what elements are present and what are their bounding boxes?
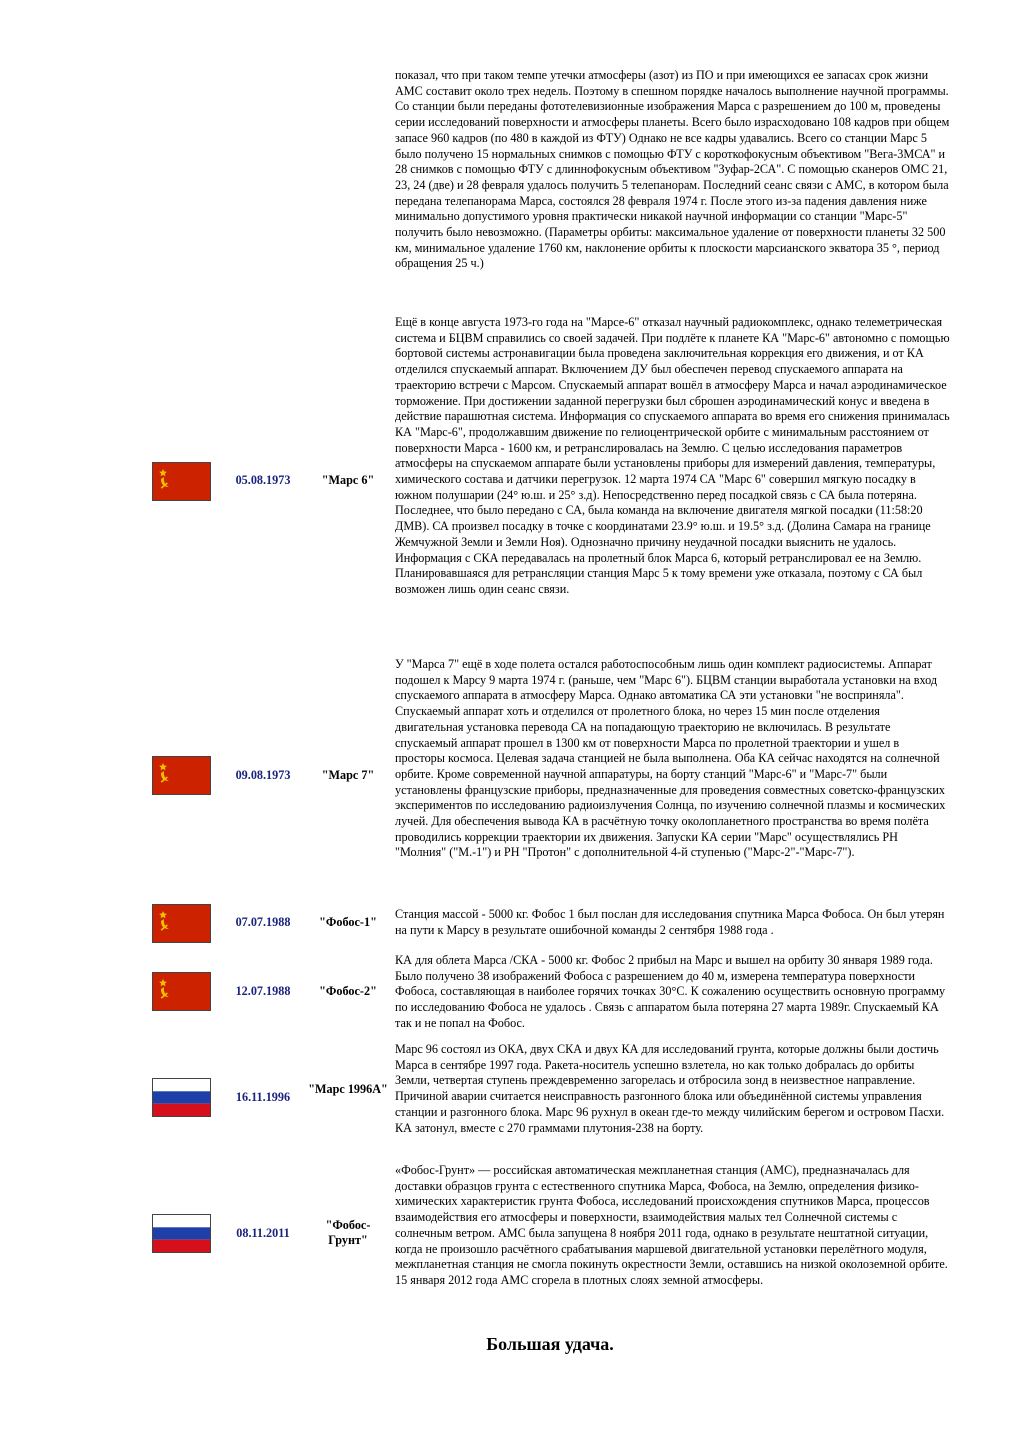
mission-name: "Фобос-2" <box>319 984 377 998</box>
mission-date: 08.11.2011 <box>236 1226 290 1240</box>
mission-description: «Фобос-Грунт» — российская автоматическая межпланетная станция (АМС), предназначалась для доставки образцов грунта с естественного спутника Марса, Фобоса, на Землю, определения физико-химических характеристик грунта Фобоса, исследований происхождения спутников Марса, процессов взаимодействия его атмосферы и поверхности, взаимодействия малых тел Солнечной системы с солнечным ветром. АМС была запущена 8 ноября 2011 года, однако в результате нештатной ситуации, когда не произошло расчётного срабатывания маршевой двигательной установки перелётного модуля, межпланетная станция не смогла покинуть окрестности Земли, оставшись на низкой околоземной орбите. 15 января 2012 года АМС сгорела в плотных слоях земной атмосферы. <box>395 1163 948 1287</box>
section-heading: Большая удача. <box>486 1334 614 1354</box>
mission-name: "Фобос-Грунт" <box>325 1218 371 1247</box>
russia-flag-icon <box>152 1214 211 1253</box>
russia-flag-icon <box>152 1078 211 1117</box>
ussr-flag-icon <box>152 904 211 943</box>
mission-date: 05.08.1973 <box>235 473 291 487</box>
ussr-flag-icon <box>152 462 211 501</box>
mission-name: "Марс 7" <box>321 768 375 782</box>
mission-name: "Марс 1996А" <box>308 1082 388 1096</box>
mission-date: 09.08.1973 <box>235 768 291 782</box>
mission-date: 16.11.1996 <box>235 1090 291 1104</box>
mission-name: "Марс 6" <box>321 473 375 487</box>
mission-name: "Фобос-1" <box>319 915 377 929</box>
mission-date: 07.07.1988 <box>235 915 291 929</box>
mission-description: Ещё в конце августа 1973-го года на "Марсе-6" отказал научный радиокомплекс, однако телеметрическая система и БЦВМ справились со своей задачей. При подлёте к планете КА "Марс-6" автономно с помощью бортовой системы астронавигации была проведена заключительная коррекция его движения, и от КА отделился спускаемый аппарат. Включением ДУ был обеспечен перевод спускаемого аппарата на траекторию встречи с Марсом. Спускаемый аппарат вошёл в атмосферу Марса и начал аэродинамическое торможение. При достижении заданной перегрузки был сброшен аэродинамический конус и введена в действие парашютная система. Информация со спускаемого аппарата во время его снижения принималась КА "Марс-6", продолжавшим движение по гелиоцентрической орбите с минимальным расстоянием от поверхности Марса - 1600 км, и ретранслировалась на Землю. С целью исследования параметров атмосферы на спускаемом аппарате были установлены приборы для измерений давления, температуры, химического состава и датчики перегрузок. 12 марта 1974 СА "Марс 6" совершил мягкую посадку в южном полушарии (24° ю.ш. и 25° з.д). Непосредственно перед посадкой связь с СА была потеряна. Последнее, что было передано с СА, была команда на включение двигателя мягкой посадки (11:58:20 ДМВ). СА произвел посадку в точке с координатами 23.9° ю.ш. и 19.5° з.д. (Долина Самара на границе Жемчужной Земли и Земли Ноя). Однозначно причину неудачной посадки выяснить не удалось. Информация с СКА передавалась на пролетный блок Марса 6, который ретранслировал ее на Землю. Планировавшаяся для ретрансляции станция Марс 5 к тому времени уже отказала, поэтому с СА был возможен лишь один сеанс связи. <box>395 315 950 596</box>
mission-description: У "Марса 7" ещё в ходе полета остался работоспособным лишь один комплект радиосистемы. Аппарат подошел к Марсу 9 марта 1974 г. (раньше, чем "Марс 6"). БЦВМ станции выработала установки на вход спускаемого аппарата в атмосферу Марса. Однако автоматика СА эти установки "не восприняла". Спускаемый аппарат хоть и отделился от пролетного блока, но через 15 мин после отделения двигательная установка перевода СА на попадающую траекторию не включилась. В результате спускаемый аппарат прошел в 1300 км от поверхности Марса по пролетной траектории и ушел в просторы космоса. Целевая задача станцией не была выполнена. Оба КА сейчас находятся на солнечной орбите. Кроме современной научной аппаратуры, на борту станций "Марс-6" и "Марс-7" были установлены французские приборы, предназначенные для проведения совместных советско-французских экспериментов по исследованию радиоизлучения Солнца, по изучению солнечной плазмы и космических лучей. Для обеспечения вывода КА в расчётную точку околопланетного пространства во время полёта проводились коррекции траектории их движения. Запуски КА серии "Марс" осуществлялись РН "Молния" ("М.-1") и РН "Протон" с дополнительной 4-й ступенью ("Марс-2"-"Марс-7"). <box>395 657 946 860</box>
ussr-flag-icon <box>152 972 211 1011</box>
mission-date: 12.07.1988 <box>235 984 291 998</box>
mission-description: Станция массой - 5000 кг. Фобос 1 был послан для исследования спутника Марса Фобоса. Он был утерян на пути к Марсу в результате ошибочной команды 2 сентября 1988 года . <box>395 907 945 937</box>
mission-description: КА для облета Марса /СКА - 5000 кг. Фобос 2 прибыл на Марс и вышел на орбиту 30 января 1989 года. Было получено 38 изображений Фобоса с разрешением до 40 м, измерена температура поверхности Фобоса, составляющая в наиболее горячих точках 30°C. К сожалению осуществить основную программу по исследованию Фобоса не удалось . Связь с аппаратом была потеряна 27 марта 1989г. Спускаемый КА так и не попал на Фобос. <box>395 953 946 1030</box>
ussr-flag-icon <box>152 756 211 795</box>
intro-paragraph: показал, что при таком темпе утечки атмосферы (азот) из ПО и при имеющихся ее запасах срок жизни АМС составит около трех недель. Поэтому в спешном порядке началось выполнение научной программы. Со станции были переданы фототелевизионные изображения Марса с разрешением до 100 м, проведены серии исследований поверхности и атмосферы планеты. Всего было израсходовано 108 кадров при общем запасе 960 кадров (по 480 в каждой из ФТУ) Однако не все кадры удавались. Всего со станции Марс 5 было получено 15 нормальных снимков с помощью ФТУ с короткофокусным объективом "Вега-3МСА" и 28 снимков с помощью ФТУ с длиннофокусным объективом "Зуфар-2СА". С помощью сканеров ОМС 21, 23, 24 (две) и 28 февраля удалось получить 5 телепанорам. Последний сеанс связи с АМС, в котором была передана телепанорама Марса, состоялся 28 февраля 1974 г. После этого из-за падения давления ниже минимально допустимого уровня практически никакой научной информации со станции "Марс-5" получить было невозможно. (Параметры орбиты: максимальное удаление от поверхности планеты 32 500 км, минимальное удаление 1760 км, наклонение орбиты к плоскости марсианского экватора 35 °, период обращения 25 ч.) <box>395 68 950 271</box>
mission-description: Марс 96 состоял из ОКА, двух СКА и двух КА для исследований грунта, которые должны были достичь Марса в сентябре 1997 года. Ракета-носитель успешно взлетела, но как только добралась до орбиты Земли, четвертая ступень преждевременно загорелась и отбросила зонд в неизвестное направление. Причиной аварии считается неисправность разгонного блока или объединённой системы управления станции и разгонного блока. Марс 96 рухнул в океан где-то между чилийским берегом и островом Пасхи. КА затонул, вместе с 270 граммами плутония-238 на борту. <box>395 1042 945 1135</box>
